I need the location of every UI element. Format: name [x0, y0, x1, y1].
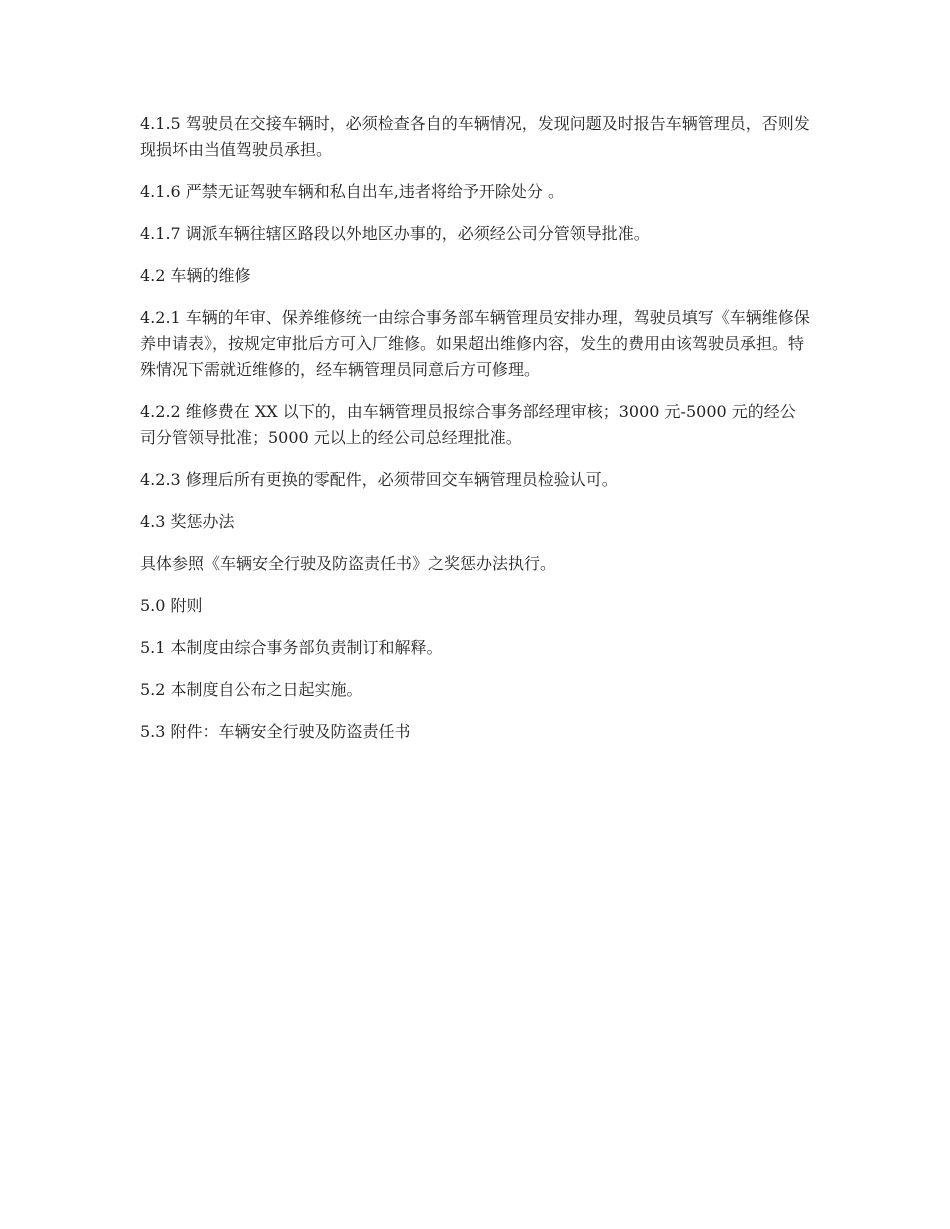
- clause-4-1-5: 4.1.5 驾驶员在交接车辆时，必须检查各自的车辆情况，发现问题及时报告车辆管理员，否则发现损坏由当值驾驶员承担。: [140, 114, 810, 159]
- clause-4-2-1: 4.2.1 车辆的年审、保养维修统一由综合事务部车辆管理员安排办理，驾驶员填写《车辆维修保养申请表》，按规定审批后方可入厂维修。如果超出维修内容，发生的费用由该驾驶员承担。特殊情况下需就近维修的，经车辆管理员同意后方可修理。: [140, 308, 810, 379]
- clause-5-2: 5.2 本制度自公布之日起实施。: [140, 680, 363, 699]
- clause-4-1-6: 4.1.6 严禁无证驾驶车辆和私自出车,违者将给予开除处分 。: [140, 182, 564, 201]
- section-heading-4-2: 4.2 车辆的维修: [140, 266, 251, 285]
- clause-5-1: 5.1 本制度由综合事务部负责制订和解释。: [140, 638, 443, 657]
- clause-4-1-7: 4.1.7 调派车辆往辖区路段以外地区办事的，必须经公司分管领导批准。: [140, 224, 650, 243]
- clause-5-3: 5.3 附件：车辆安全行驶及防盗责任书: [140, 722, 411, 741]
- clause-4-2-3: 4.2.3 修理后所有更换的零配件，必须带回交车辆管理员检验认可。: [140, 470, 618, 489]
- document-body: [140, 111, 810, 761]
- clause-4-2-2: 4.2.2 维修费在 XX 以下的，由车辆管理员报综合事务部经理审核；3000 元-5000 元的经公司分管领导批准；5000 元以上的经公司总经理批准。: [140, 402, 796, 447]
- reward-penalty-note: 具体参照《车辆安全行驶及防盗责任书》之奖惩办法执行。: [140, 554, 557, 573]
- section-heading-5-0: 5.0 附则: [140, 596, 203, 615]
- section-heading-4-3: 4.3 奖惩办法: [140, 512, 235, 531]
